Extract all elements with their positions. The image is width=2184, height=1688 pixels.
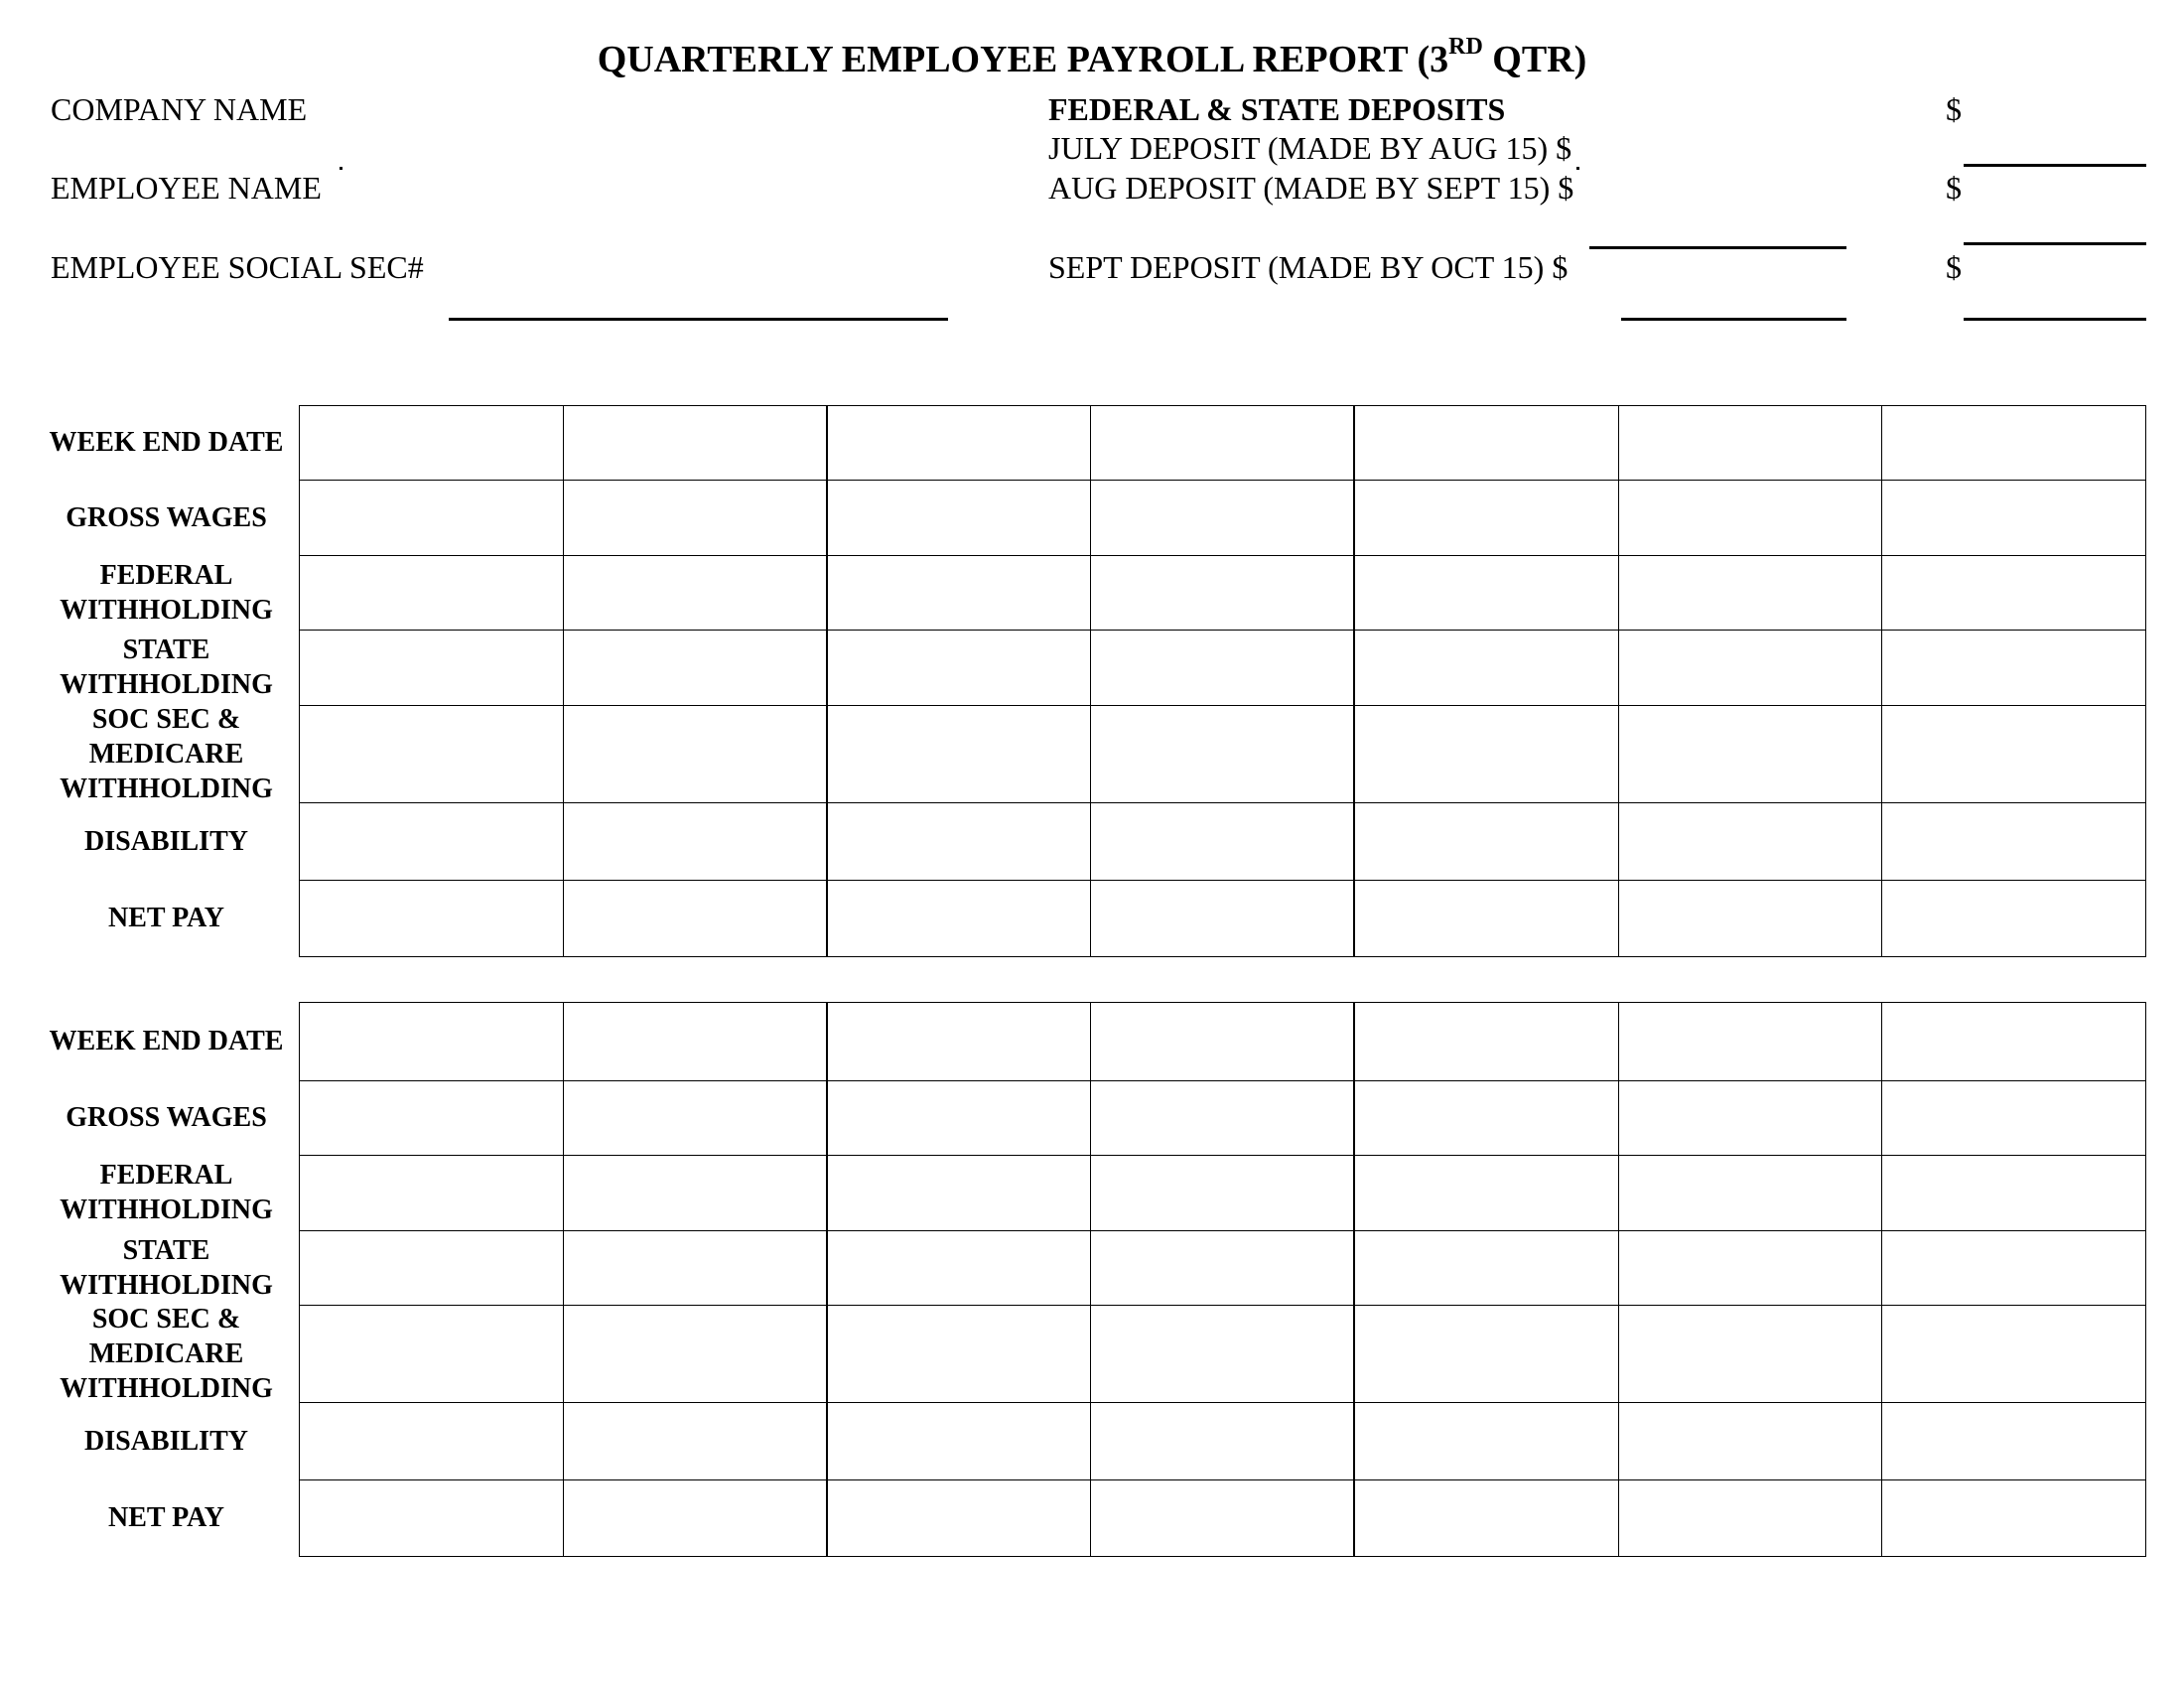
row-label: STATE WITHHOLDING	[60, 634, 273, 700]
table-cell[interactable]	[1354, 881, 1618, 957]
table-cell[interactable]	[300, 631, 564, 706]
row-labels-1	[40, 405, 293, 956]
table-row	[300, 481, 2146, 556]
table-row	[300, 1306, 2146, 1403]
table-cell[interactable]	[300, 1480, 564, 1557]
table-cell[interactable]	[1091, 631, 1355, 706]
table-cell[interactable]	[563, 406, 827, 481]
table-cell[interactable]	[1618, 1231, 1882, 1306]
table-cell[interactable]	[563, 1306, 827, 1403]
table-cell[interactable]	[1091, 481, 1355, 556]
table-cell[interactable]	[563, 1403, 827, 1480]
table-cell[interactable]	[1091, 706, 1355, 803]
table-cell[interactable]	[563, 1480, 827, 1557]
row-label: WEEK END DATE	[49, 1026, 284, 1056]
employee-name-label: EMPLOYEE NAME	[51, 170, 322, 206]
row-label: STATE WITHHOLDING	[60, 1234, 273, 1301]
aug-total-line[interactable]	[1964, 242, 2146, 245]
table-cell[interactable]	[827, 1231, 1091, 1306]
table-cell[interactable]	[1091, 556, 1355, 631]
table-cell[interactable]	[1618, 881, 1882, 957]
employee-ssn-label: EMPLOYEE SOCIAL SEC#	[51, 249, 424, 285]
row-label: WEEK END DATE	[49, 427, 284, 458]
table-cell[interactable]	[563, 556, 827, 631]
row-label: SOC SEC & MEDICARE WITHHOLDING	[60, 1303, 273, 1404]
table-cell[interactable]	[1354, 1081, 1618, 1156]
row-labels-2	[40, 1002, 293, 1556]
table-cell[interactable]	[1091, 803, 1355, 881]
table-cell[interactable]	[1091, 1403, 1355, 1480]
table-cell[interactable]	[1354, 406, 1618, 481]
payroll-table-2	[299, 1002, 2146, 1557]
table-cell[interactable]	[300, 1156, 564, 1231]
july-total-line[interactable]	[1964, 164, 2146, 167]
table-cell[interactable]	[1091, 1081, 1355, 1156]
table-cell[interactable]	[1618, 481, 1882, 556]
table-cell[interactable]	[1618, 1081, 1882, 1156]
table-cell[interactable]	[1882, 1480, 2146, 1557]
table-cell[interactable]	[827, 1156, 1091, 1231]
table-cell[interactable]	[1354, 1231, 1618, 1306]
table-row	[300, 1403, 2146, 1480]
aug-deposit-line[interactable]	[1589, 246, 1846, 249]
table-cell[interactable]	[1091, 881, 1355, 957]
table-cell[interactable]	[1618, 803, 1882, 881]
table-cell[interactable]	[1354, 1003, 1618, 1081]
table-row	[300, 1156, 2146, 1231]
table-cell[interactable]	[827, 706, 1091, 803]
table-cell[interactable]	[563, 631, 827, 706]
table-cell[interactable]	[827, 481, 1091, 556]
table-cell[interactable]	[1354, 1403, 1618, 1480]
stray-mark	[340, 167, 342, 170]
table-cell[interactable]	[1882, 1231, 2146, 1306]
table-cell[interactable]	[563, 1081, 827, 1156]
table-cell[interactable]	[827, 1306, 1091, 1403]
table-cell[interactable]	[1882, 1403, 2146, 1480]
table-row	[300, 803, 2146, 881]
dollar-sign: $	[1946, 91, 1962, 127]
table-cell[interactable]	[827, 406, 1091, 481]
table-cell[interactable]	[563, 803, 827, 881]
table-cell[interactable]	[300, 1231, 564, 1306]
page-title: QUARTERLY EMPLOYEE PAYROLL REPORT (3RD QTR)	[597, 34, 1587, 80]
table-cell[interactable]	[1618, 1403, 1882, 1480]
table-cell[interactable]	[1618, 406, 1882, 481]
table-cell[interactable]	[1882, 556, 2146, 631]
table-cell[interactable]	[827, 631, 1091, 706]
table-cell[interactable]	[1882, 803, 2146, 881]
aug-deposit-label: AUG DEPOSIT (MADE BY SEPT 15) $	[1048, 170, 1574, 206]
table-cell[interactable]	[1882, 1306, 2146, 1403]
table-cell[interactable]	[1354, 706, 1618, 803]
table-row	[300, 881, 2146, 957]
table-cell[interactable]	[1618, 1480, 1882, 1557]
table-cell[interactable]	[1354, 1480, 1618, 1557]
row-label: NET PAY	[108, 1502, 224, 1533]
table-cell[interactable]	[827, 881, 1091, 957]
table-cell[interactable]	[827, 1403, 1091, 1480]
table-cell[interactable]	[300, 881, 564, 957]
table-cell[interactable]	[1354, 631, 1618, 706]
table-cell[interactable]	[300, 406, 564, 481]
row-label: FEDERAL WITHHOLDING	[60, 1160, 273, 1225]
deposits-heading: FEDERAL & STATE DEPOSITS	[1048, 91, 1506, 127]
table-cell[interactable]	[563, 881, 827, 957]
table-cell[interactable]	[563, 1156, 827, 1231]
table-cell[interactable]	[1354, 1306, 1618, 1403]
table-cell[interactable]	[300, 1003, 564, 1081]
company-name-label: COMPANY NAME	[51, 91, 308, 127]
table-cell[interactable]	[563, 706, 827, 803]
table-cell[interactable]	[300, 706, 564, 803]
table-cell[interactable]	[1354, 803, 1618, 881]
table-cell[interactable]	[1354, 481, 1618, 556]
table-row	[300, 1231, 2146, 1306]
table-cell[interactable]	[1091, 1306, 1355, 1403]
sept-deposit-line[interactable]	[1621, 318, 1846, 321]
table-cell[interactable]	[827, 1480, 1091, 1557]
table-cell[interactable]	[300, 1306, 564, 1403]
dollar-sign: $	[1946, 249, 1962, 285]
table-cell[interactable]	[1618, 1156, 1882, 1231]
sept-deposit-label: SEPT DEPOSIT (MADE BY OCT 15) $	[1048, 249, 1569, 285]
table-row	[300, 706, 2146, 803]
table-cell[interactable]	[300, 481, 564, 556]
table-cell[interactable]	[827, 803, 1091, 881]
table-cell[interactable]	[1618, 556, 1882, 631]
table-cell[interactable]	[300, 1403, 564, 1480]
july-deposit-label: JULY DEPOSIT (MADE BY AUG 15) $	[1048, 130, 1572, 166]
table-cell[interactable]	[827, 1081, 1091, 1156]
table-row	[300, 1480, 2146, 1557]
table-cell[interactable]	[1882, 1081, 2146, 1156]
dollar-sign: $	[1946, 170, 1962, 206]
table-cell[interactable]	[1618, 706, 1882, 803]
table-row	[300, 631, 2146, 706]
table-cell[interactable]	[827, 556, 1091, 631]
table-cell[interactable]	[563, 481, 827, 556]
row-label: GROSS WAGES	[66, 501, 267, 533]
table-cell[interactable]	[1618, 1306, 1882, 1403]
stray-mark	[1576, 167, 1579, 170]
table-row	[300, 556, 2146, 631]
table-row	[300, 406, 2146, 481]
table-cell[interactable]	[827, 1003, 1091, 1081]
table-cell[interactable]	[1882, 706, 2146, 803]
ssn-field-line[interactable]	[449, 318, 948, 321]
table-cell[interactable]	[563, 1231, 827, 1306]
table-cell[interactable]	[1091, 406, 1355, 481]
table-cell[interactable]	[1882, 1003, 2146, 1081]
table-cell[interactable]	[1091, 1156, 1355, 1231]
table-cell[interactable]	[300, 1081, 564, 1156]
table-cell[interactable]	[1882, 631, 2146, 706]
table-cell[interactable]	[1882, 406, 2146, 481]
table-row	[300, 1081, 2146, 1156]
table-cell[interactable]	[1882, 1156, 2146, 1231]
table-cell[interactable]	[1091, 1003, 1355, 1081]
row-label: GROSS WAGES	[66, 1102, 267, 1133]
row-label: DISABILITY	[84, 1425, 248, 1457]
row-label: DISABILITY	[84, 825, 248, 857]
table-cell[interactable]	[1882, 481, 2146, 556]
row-label: FEDERAL WITHHOLDING	[60, 559, 273, 626]
table-cell[interactable]	[1354, 556, 1618, 631]
row-label: SOC SEC & MEDICARE WITHHOLDING	[60, 703, 273, 804]
row-label: NET PAY	[108, 903, 224, 933]
table-cell[interactable]	[1091, 1480, 1355, 1557]
table-cell[interactable]	[563, 1003, 827, 1081]
table-cell[interactable]	[1354, 1156, 1618, 1231]
table-cell[interactable]	[1618, 1003, 1882, 1081]
table-cell[interactable]	[300, 556, 564, 631]
sept-total-line[interactable]	[1964, 318, 2146, 321]
payroll-table-1	[299, 405, 2146, 957]
table-cell[interactable]	[300, 803, 564, 881]
table-cell[interactable]	[1618, 631, 1882, 706]
table-cell[interactable]	[1091, 1231, 1355, 1306]
table-cell[interactable]	[1882, 881, 2146, 957]
table-row	[300, 1003, 2146, 1081]
